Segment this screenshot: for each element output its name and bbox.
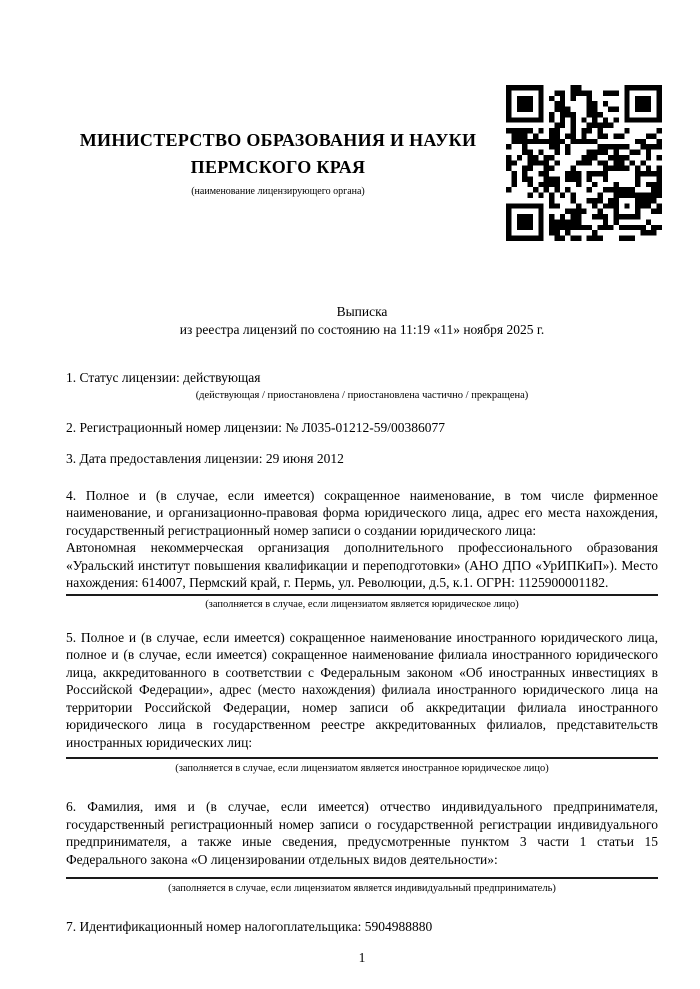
fill-line [66, 757, 658, 759]
entrepreneur-clause: 6. Фамилия, имя и (в случае, если имеется) отчество индивидуального предпринимателя, государственный регистрационный номер записи о государственной регистрации индивидуального предпринимателя, а также иные сведения, предусмотренные пунктом 3 части 1 статьи 15 Федерального закона «О лицензировании отдельных видов деятельности»: [66, 799, 658, 867]
licensing-authority [66, 85, 490, 198]
fill-line [66, 594, 658, 596]
title-line2: из реестра лицензий по состоянию на 11:19 «11» ноября 2025 г. [179, 321, 545, 337]
document-body [0, 303, 700, 966]
foreign-entity-clause: 5. Полное и (в случае, если имеется) сокращенное наименование иностранного юридического лица, полное и (в случае, если имеется) сокращенное наименование филиала иностранного юридического лица, аккредитованного в соответствии с Федеральным законом «Об иностранных инвестициях в Российской Федерации», адрес (место нахождения) филиала иностранного юридического лица на территории Российской Федерации, номер записи об аккредитации филиала иностранного юридического лица в государственном реестре аккредитованных филиалов, представительств иностранных юридических лиц: [66, 629, 658, 750]
legal-entity-caption: (заполняется в случае, если лицензиатом является юридическое лицо) [205, 598, 519, 610]
document-title [66, 303, 658, 338]
qr-code-icon [506, 85, 662, 241]
legal-entity-value: Автономная некоммерческая организация дополнительного профессионального образования «Уральский институт повышения квалификации и переподготовки» (АНО ДПО «УрИПКиП»). Место нахождения: 614007, Пермский край, г. Пермь, ул. Революции, д.5, к.1. ОГРН: 1125900001182. [66, 540, 658, 590]
license-status: 1. Статус лицензии: действующая [66, 370, 261, 385]
ministry-name-line1: МИНИСТЕРСТВО ОБРАЗОВАНИЯ И НАУКИ [79, 130, 477, 150]
taxpayer-id: 7. Идентификационный номер налогоплательщика: 5904988880 [66, 919, 433, 934]
document-header [0, 0, 700, 241]
authority-caption: (наименование лицензирующего органа) [191, 186, 365, 197]
foreign-entity-caption: (заполняется в случае, если лицензиатом является иностранное юридическое лицо) [175, 763, 549, 774]
entrepreneur-caption: (заполняется в случае, если лицензиатом является индивидуальный предприниматель) [168, 883, 556, 894]
page-number: 1 [358, 949, 366, 965]
ministry-name-line2: ПЕРМСКОГО КРАЯ [190, 157, 366, 177]
license-status-caption: (действующая / приостановлена / приостановлена частично / прекращена) [195, 389, 529, 401]
license-grant-date: 3. Дата предоставления лицензии: 29 июня 2012 [66, 451, 344, 466]
title-line1: Выписка [336, 304, 388, 319]
legal-entity-clause: 4. Полное и (в случае, если имеется) сокращенное наименование, в том числе фирменное наименование, и организационно-правовая форма юридического лица, адрес его места нахождения, государственный регистрационный номер записи о создании юридического лица: [66, 487, 658, 538]
license-registration-number: 2. Регистрационный номер лицензии: № Л035-01212-59/00386077 [66, 419, 446, 435]
fill-line [66, 877, 658, 879]
